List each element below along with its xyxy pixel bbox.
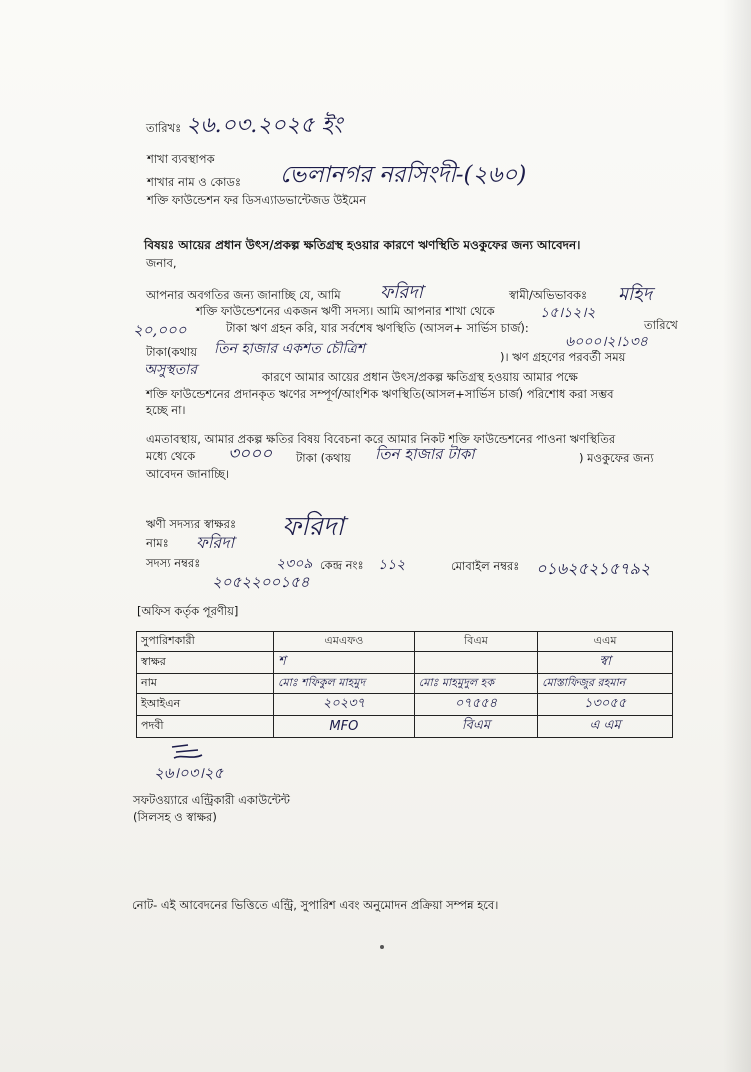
table-cell: ২০২৩৭ bbox=[274, 694, 415, 716]
guardian-label: স্বামী/অভিভাবকঃ bbox=[509, 288, 588, 302]
loan-amount-handwritten: ২০,০০০ bbox=[133, 321, 187, 339]
branch-value: ভেলানগর নরসিংদী-(২৬০) bbox=[280, 162, 527, 188]
accountant-title: সফটওয়্যারে এন্ট্রিকারী একাউন্টেন্ট bbox=[133, 793, 290, 807]
center-label: কেন্দ্র নংঃ bbox=[320, 558, 364, 572]
date-suffix: তারিখে bbox=[644, 318, 678, 332]
para1-line2: শক্তি ফাউন্ডেশনের একজন ঋণী সদস্য। আমি আপনার শাখা থেকে bbox=[196, 304, 495, 318]
table-cell: মোঃ মাহমুদুল হক bbox=[414, 674, 537, 694]
page-shadow bbox=[723, 0, 751, 1072]
para2-line2-prefix: মধ্যে থেকে bbox=[146, 449, 196, 463]
row-label: ইআইএন bbox=[137, 694, 274, 716]
table-cell: মোস্তাফিজুর রহমান bbox=[538, 674, 673, 694]
member-no-label: সদস্য নম্বরঃ bbox=[146, 556, 201, 570]
member-name-handwritten: ফরিদা bbox=[380, 282, 423, 303]
member-no: ২৩০৯ bbox=[276, 556, 313, 572]
subject: বিষয়ঃ আয়ের প্রধান উৎস/প্রকল্প ক্ষতিগ্রস্থ হওয়ার কারণে ঋণস্থিতি মওকুফের জন্য আবেদন। bbox=[144, 238, 581, 252]
table-header: এএম bbox=[538, 632, 673, 652]
recommendation-table bbox=[136, 631, 673, 738]
para1-line7: হচ্ছে না। bbox=[146, 403, 186, 417]
center-no: ১১২ bbox=[378, 557, 406, 573]
table-cell: ০৭৫৫৪ bbox=[414, 694, 537, 716]
para2-line3: আবেদন জানাচ্ছি। bbox=[146, 467, 230, 481]
para1-line5: কারণে আমার আয়ের প্রধান উৎস/প্রকল্প ক্ষতিগ্রস্থ হওয়ায় আমার পক্ষে bbox=[262, 370, 578, 384]
applicant-signature: ফরিদা bbox=[282, 512, 344, 542]
loan-date-handwritten: ১৫।১২।২ bbox=[540, 305, 596, 321]
para2-line1: এমতাবস্থায়, আমার প্রকল্প ক্ষতির বিষয় বিবেচনা করে আমার নিকট শক্তি ফাউন্ডেশনের পাওনা ঋণস্থিতির bbox=[146, 432, 616, 446]
table-cell: স্বা bbox=[538, 652, 673, 674]
para1-line4-suffix: )। ঋণ গ্রহণের পরবর্তী সময় bbox=[500, 350, 626, 364]
table-header: বিএম bbox=[414, 632, 537, 652]
table-cell: শ bbox=[274, 652, 415, 674]
date-label: তারিখঃ bbox=[146, 121, 182, 135]
applicant-name: ফরিদা bbox=[196, 533, 235, 552]
table-cell: এ এম bbox=[538, 716, 673, 738]
table-cell: ১৩০৫৫ bbox=[538, 694, 673, 716]
table-cell: MFO bbox=[274, 716, 415, 738]
para1-line6: শক্তি ফাউন্ডেশনের প্রদানকৃত ঋণের সম্পূর্ণ/আংশিক ঋণস্থিতি(আসল+সার্ভিস চার্জ) পরিশোধ করা সম্ভব bbox=[146, 387, 614, 401]
row-label: পদবী bbox=[137, 716, 274, 738]
table-cell bbox=[414, 652, 537, 674]
row-label: স্বাক্ষর bbox=[137, 652, 274, 674]
row-label: নাম bbox=[137, 674, 274, 694]
reason-handwritten: অসুস্থতার bbox=[144, 362, 197, 378]
note: নোট- এই আবেদনের ভিত্তিতে এন্ট্রি, সুপারিশ এবং অনুমোদন প্রক্রিয়া সম্পন্ন হবে। bbox=[132, 898, 499, 912]
balance-handwritten: ৬০০০।২।১৩৪ bbox=[565, 334, 648, 350]
waiver-words-handwritten: তিন হাজার টাকা bbox=[375, 445, 475, 463]
table-row bbox=[137, 716, 673, 738]
accountant-date: ২৬।০৩।২৫ bbox=[154, 764, 224, 782]
table-header-row bbox=[137, 632, 673, 652]
applicant-name-label: নামঃ bbox=[146, 536, 169, 550]
guardian-handwritten: মহিদ bbox=[618, 284, 653, 305]
accountant-sub: (সিলসহ ও স্বাক্ষর) bbox=[133, 810, 217, 824]
para1-line1: আপনার অবগতির জন্য জানাচ্ছি যে, আমি bbox=[146, 288, 341, 302]
table-row bbox=[137, 694, 673, 716]
mobile-number: ০১৬২৫২১৫৭৯২ bbox=[536, 559, 651, 578]
applicant-signature-label: ঋণী সদস্যর স্বাক্ষরঃ bbox=[146, 517, 237, 531]
para2-line2-mid: টাকা (কথায় bbox=[296, 451, 351, 465]
table-header: সুপারিশকারী bbox=[137, 632, 274, 652]
table-row bbox=[137, 652, 673, 674]
branch-label: শাখার নাম ও কোডঃ bbox=[147, 175, 242, 189]
table-cell: মোঃ শফিকুল মাহমুদ bbox=[274, 674, 415, 694]
accountant-signature-scribble bbox=[168, 741, 208, 763]
salutation: জনাব, bbox=[146, 256, 177, 270]
words-label: টাকা(কথায় bbox=[146, 345, 198, 359]
scan-speck bbox=[380, 945, 384, 949]
para2-line2-suffix: ) মওকুফের জন্য bbox=[579, 451, 654, 465]
addressee-title: শাখা ব্যবস্থাপক bbox=[147, 152, 215, 166]
extra-number: ২০৫২২০০১৫৪ bbox=[212, 573, 310, 591]
para1-line3: টাকা ঋণ গ্রহন করি, যার সর্বশেষ ঋণস্থিতি (আসল+ সার্ভিস চার্জ): bbox=[226, 321, 529, 335]
date-value: ২৬.০৩.২০২৫ ইং bbox=[186, 113, 343, 138]
table-cell: বিএম bbox=[414, 716, 537, 738]
table-header: এমএফও bbox=[274, 632, 415, 652]
waiver-amount-handwritten: ৩০০০ bbox=[228, 444, 273, 464]
organization-name: শক্তি ফাউন্ডেশন ফর ডিসএ্যাডভান্টেজড উইমেন bbox=[147, 193, 367, 207]
table-row bbox=[137, 674, 673, 694]
mobile-label: মোবাইল নম্বরঃ bbox=[451, 559, 520, 573]
balance-words-handwritten: তিন হাজার একশত চৌত্রিশ bbox=[214, 341, 365, 357]
office-use-label: [অফিস কর্তৃক পূরণীয়] bbox=[137, 604, 239, 618]
